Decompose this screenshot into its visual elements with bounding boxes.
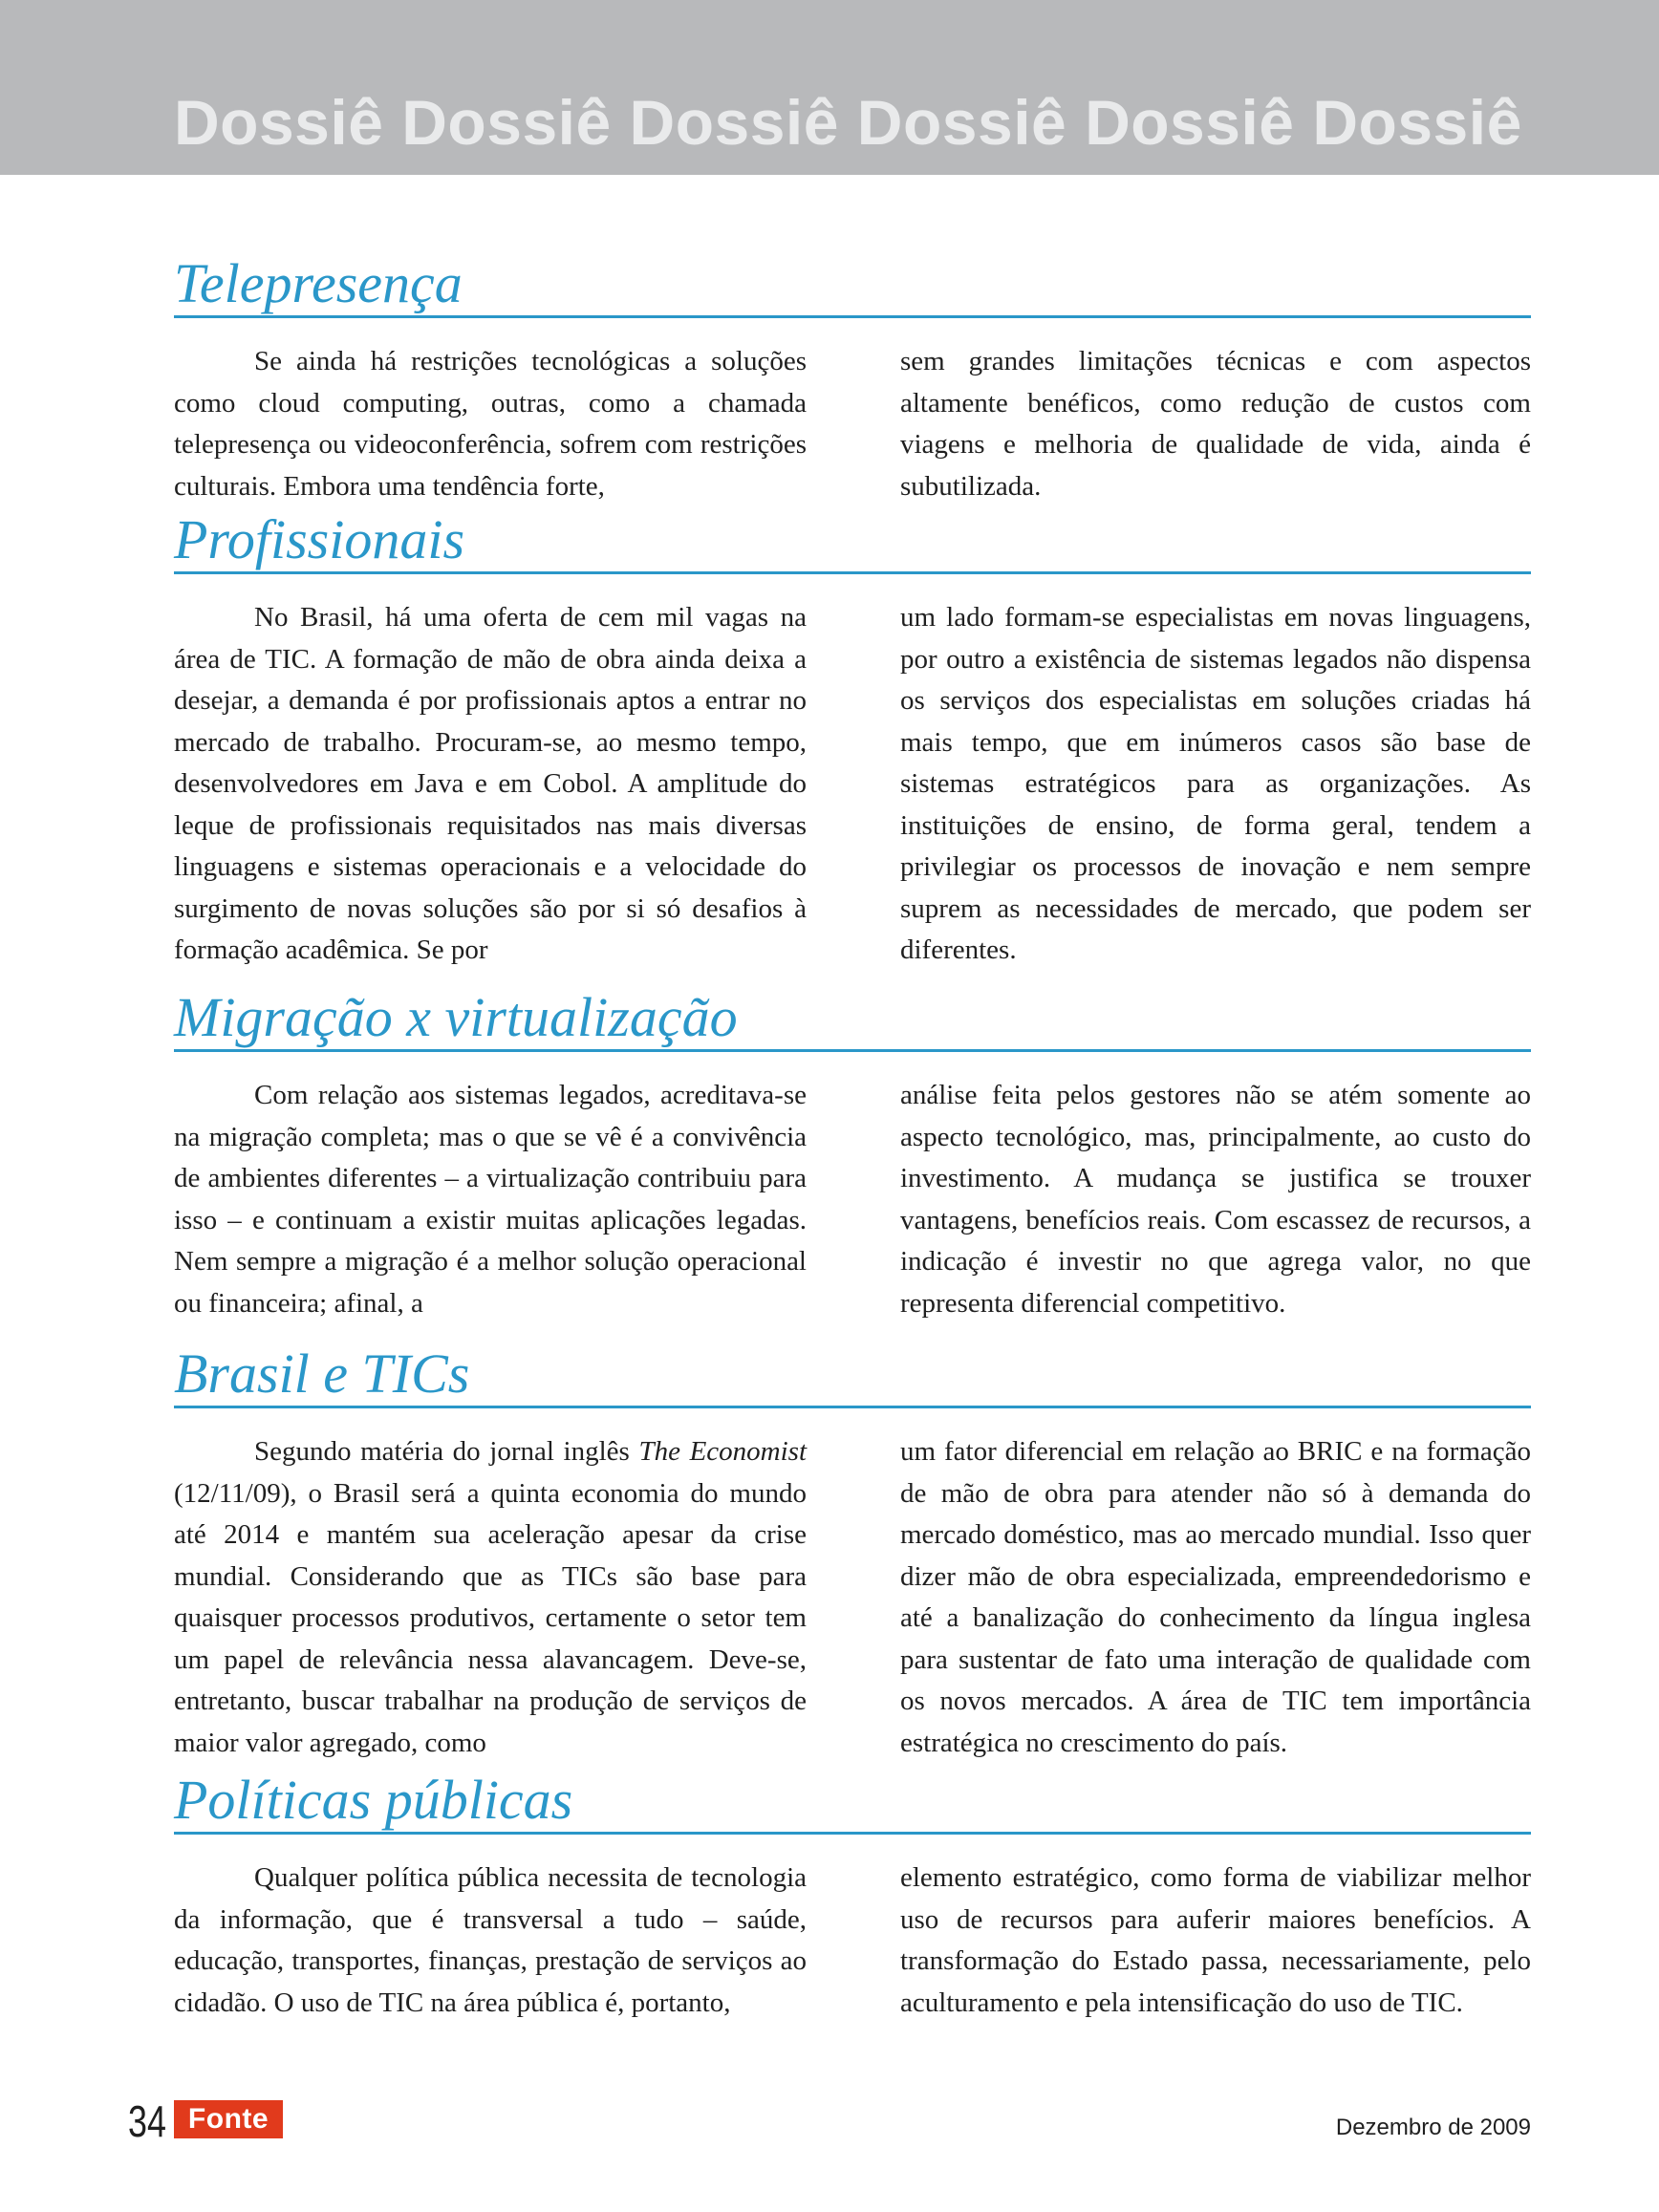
paragraph: Com relação aos sistemas legados, acreditava-se na migração completa; mas o que se vê é a convivência de ambientes diferentes – a virtualização contribuiu para isso – e continuam a existir muitas aplicações legadas. Nem sempre a migração é a melhor solução operacional ou financeira; afinal, a [174, 1080, 807, 1319]
left-column [174, 341, 807, 507]
paragraph: No Brasil, há uma oferta de cem mil vagas na área de TIC. A formação de mão de obra ainda deixa a desejar, a demanda é por profissionais aptos a entrar no mercado de trabalho. Procuram-se, ao mesmo tempo, desenvolvedores em Java e em Cobol. A amplitude do leque de profissionais requisitados nas mais diversas linguagens e sistemas operacionais e a velocidade do surgimento de novas soluções são por si só desafios à formação acadêmica. Se por [174, 602, 807, 965]
section-brasil-tics [174, 1331, 1531, 1764]
left-column [174, 1858, 807, 2024]
right-column [900, 341, 1531, 507]
section-profissionais [174, 497, 1531, 972]
left-column [174, 597, 807, 972]
fonte-logo-text: Fonte [187, 2103, 269, 2135]
paragraph: Qualquer política pública necessita de tecnologia da informação, que é transversal a tudo – saúde, educação, transportes, finanças, prestação de serviços ao cidadão. O uso de TIC na área pública é, portanto, [174, 1862, 807, 2018]
right-column [900, 1075, 1531, 1324]
section-columns [174, 1431, 1531, 1764]
dossie-header-title: Dossiê Dossiê Dossiê Dossiê Dossiê Dossiê [174, 87, 1522, 158]
section-columns [174, 1858, 1531, 2024]
section-title-rule [174, 497, 1531, 574]
section-title-rule [174, 1331, 1531, 1408]
section-title: Brasil e TICs [174, 1342, 470, 1405]
section-telepresenca [174, 241, 1531, 507]
paragraph: um fator diferencial em relação ao BRIC e na formação de mão de obra para atender não só à demanda do mercado doméstico, mas ao mercado mundial. Isso quer dizer mão de obra especializada, empreendedorismo e até a banalização do conhecimento da língua inglesa para sustentar de fato uma interação de qualidade com os novos mercados. A área de TIC tem importância estratégica no crescimento do país. [900, 1436, 1531, 1758]
paragraph: Se ainda há restrições tecnológicas a soluções como cloud computing, outras, como a chamada telepresença ou videoconferência, sofrem com restrições culturais. Embora uma tendência forte, [174, 346, 807, 502]
right-column [900, 1858, 1531, 2024]
paragraph: análise feita pelos gestores não se atém somente ao aspecto tecnológico, mas, principalmente, ao custo do investimento. A mudança se justifica se trouxer vantagens, benefícios reais. Com escassez de recursos, a indicação é investir no que agrega valor, no que representa diferencial competitivo. [900, 1080, 1531, 1319]
section-title-rule [174, 241, 1531, 318]
section-title: Migração x virtualização [174, 986, 738, 1048]
right-column [900, 1431, 1531, 1764]
section-migracao-virtualizacao [174, 975, 1531, 1324]
left-column [174, 1075, 807, 1324]
section-columns [174, 341, 1531, 507]
right-column [900, 597, 1531, 972]
fonte-logo [174, 2100, 283, 2138]
section-title: Telepresença [174, 252, 463, 314]
section-title-rule [174, 975, 1531, 1052]
paragraph: um lado formam-se especialistas em novas linguagens, por outro a existência de sistemas legados não dispensa os serviços dos especialistas em soluções criadas há mais tempo, que em inúmeros casos são base de sistemas estratégicos para as organizações. As instituições de ensino, de forma geral, tendem a privilegiar os processos de inovação e nem sempre suprem as necessidades de mercado, que podem ser diferentes. [900, 602, 1531, 965]
section-title: Profissionais [174, 508, 465, 570]
section-columns [174, 597, 1531, 972]
paragraph: sem grandes limitações técnicas e com aspectos altamente benéficos, como redução de custos com viagens e melhoria de qualidade de vida, ainda é subutilizada. [900, 346, 1531, 502]
left-column [174, 1431, 807, 1764]
paragraph [174, 1431, 807, 1764]
paragraph: elemento estratégico, como forma de viabilizar melhor uso de recursos para auferir maiores benefícios. A transformação do Estado passa, necessariamente, pelo aculturamento e pela intensificação do uso de TIC. [900, 1862, 1531, 2018]
paragraph-text: Segundo matéria do jornal inglês [254, 1436, 639, 1467]
page-number: 34 [128, 2096, 166, 2146]
issue-date: Dezembro de 2009 [1335, 2115, 1531, 2140]
paragraph-text: (12/11/09), o Brasil será a quinta economia do mundo até 2014 e mantém sua aceleração apesar da crise mundial. Considerando que as TICs são base para quaisquer processos produtivos, certamente o setor tem um papel de relevância nessa alavancagem. Deve-se, entretanto, buscar trabalhar na produção de serviços de maior valor agregado, como [174, 1477, 807, 1758]
section-title: Políticas públicas [174, 1769, 573, 1831]
section-politicas-publicas [174, 1757, 1531, 2024]
publication-name: The Economist [638, 1436, 807, 1467]
section-title-rule [174, 1757, 1531, 1835]
section-columns [174, 1075, 1531, 1324]
